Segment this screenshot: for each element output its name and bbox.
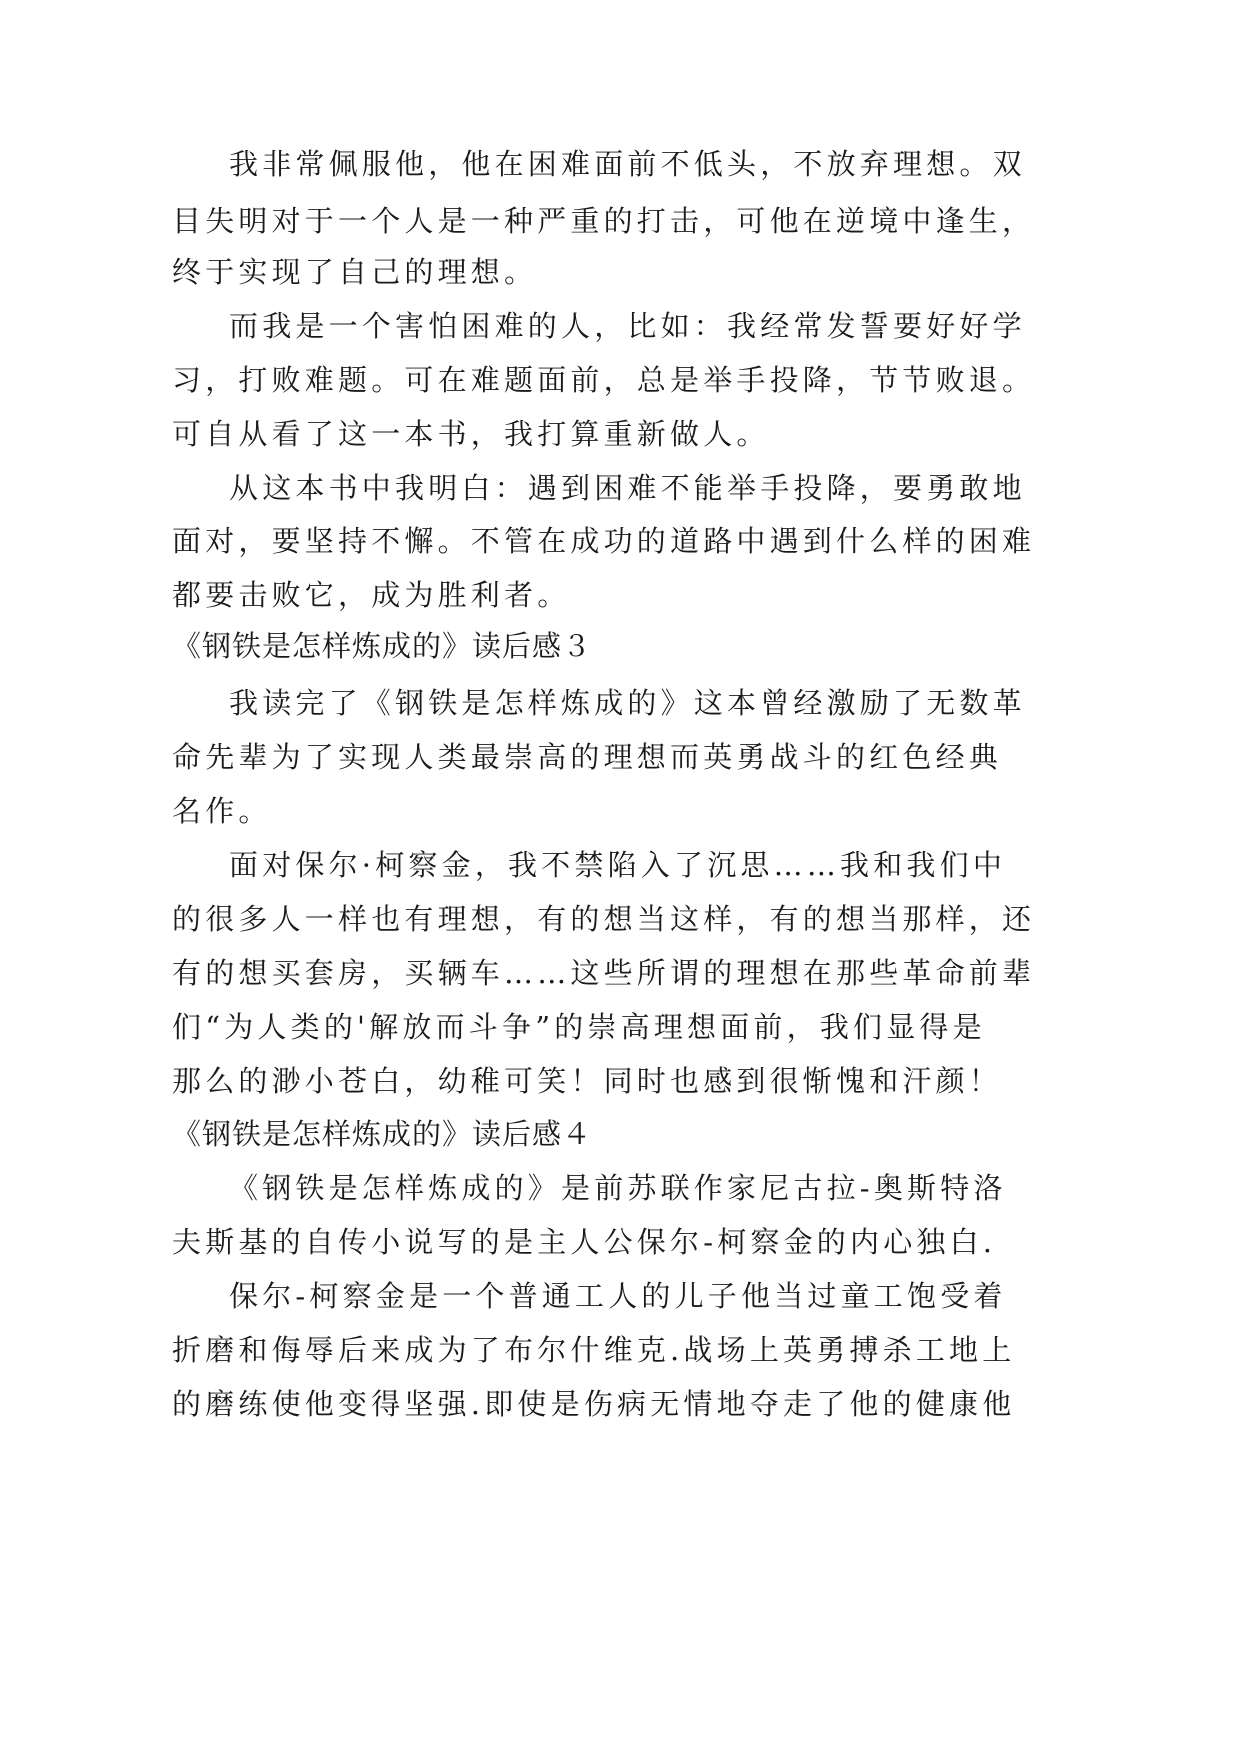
paragraph-2-line-3: 可自从看了这一本书，我打算重新做人。 [172,417,770,451]
section-heading-3: 《钢铁是怎样炼成的》读后感３ [172,629,593,663]
section-heading-4: 《钢铁是怎样炼成的》读后感４ [172,1117,593,1151]
paragraph-6-line-1: 《钢铁是怎样炼成的》是前苏联作家尼古拉-奥斯特洛 [229,1171,1007,1205]
paragraph-4-line-1: 我读完了《钢铁是怎样炼成的》这本曾经激励了无数革 [229,686,1026,720]
paragraph-7-line-3: 的磨练使他变得坚强.即使是伤病无情地夺走了他的健康他 [172,1387,1016,1421]
paragraph-7-line-1: 保尔-柯察金是一个普通工人的儿子他当过童工饱受着 [229,1279,1007,1313]
paragraph-6-line-2: 夫斯基的自传小说写的是主人公保尔-柯察金的内心独白. [172,1225,997,1259]
paragraph-1-line-2: 目失明对于一个人是一种严重的打击，可他在逆境中逢生， [172,204,1036,238]
paragraph-3-line-1: 从这本书中我明白：遇到困难不能举手投降，要勇敢地 [229,471,1026,505]
paragraph-5-line-3: 有的想买套房，买辆车……这些所谓的理想在那些革命前辈 [172,956,1036,990]
paragraph-4-line-3: 名作。 [172,794,272,828]
paragraph-5-line-1: 面对保尔·柯察金，我不禁陷入了沉思……我和我们中 [229,848,1007,882]
paragraph-4-line-2: 命先辈为了实现人类最崇高的理想而英勇战斗的红色经典 [172,740,1003,774]
paragraph-7-line-2: 折磨和侮辱后来成为了布尔什维克.战场上英勇搏杀工地上 [172,1333,1016,1367]
paragraph-3-line-2: 面对，要坚持不懈。不管在成功的道路中遇到什么样的困难 [172,524,1036,558]
paragraph-1-line-3: 终于实现了自己的理想。 [172,255,538,289]
paragraph-5-line-2: 的很多人一样也有理想，有的想当这样，有的想当那样，还 [172,902,1036,936]
paragraph-5-line-4: 们“为人类的'解放而斗争”的崇高理想面前，我们显得是 [172,1010,986,1044]
paragraph-1-line-1: 我非常佩服他，他在困难面前不低头，不放弃理想。双 [229,147,1026,181]
paragraph-3-line-3: 都要击败它，成为胜利者。 [172,578,571,612]
paragraph-2-line-1: 而我是一个害怕困难的人，比如：我经常发誓要好好学 [229,309,1026,343]
paragraph-5-line-5: 那么的渺小苍白，幼稚可笑！同时也感到很惭愧和汗颜！ [172,1064,1003,1098]
paragraph-2-line-2: 习，打败难题。可在难题面前，总是举手投降，节节败退。 [172,363,1036,397]
